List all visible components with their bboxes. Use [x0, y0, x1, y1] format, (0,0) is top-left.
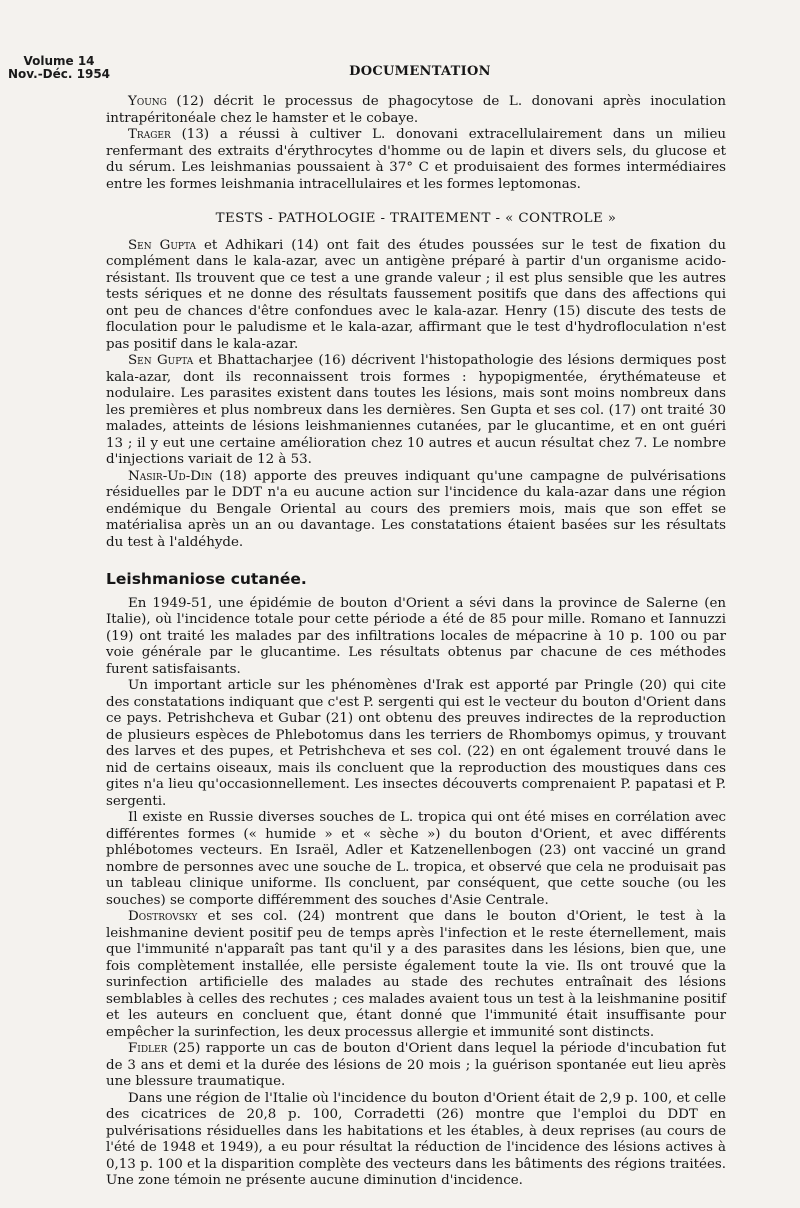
paragraph: Dostrovsky et ses col. (24) montrent que dans le bouton d'Orient, le test à la leishmanine devient positif peu de temps après l'infection et le reste éternellement, mais que l'immunité n'apparaît pas tant qu'il y a des parasites dans les lésions, bien que, une fois complètement installée, elle persiste également toute la vie. Ils ont trouvé que la surinfection artificielle des malades au stade des rechutes entraînait des lésions semblables à celles des rechutes ; ces malades avaient tous un test à la leishmanine positif et les auteurs en concluent que, étant donné que l'immunité était insuffisante pour empêcher la surinfection, les deux processus allergie et immunité sont distincts. [106, 909, 726, 1040]
author-name: Young [128, 94, 167, 109]
paragraph: En 1949-51, une épidémie de bouton d'Orient a sévi dans la province de Salerne (en Italie), où l'incidence totale pour cette période a été de 85 pour mille. Romano et Iannuzzi (19) ont traité les malades par des infiltrations locales de mépacrine à 10 p. 100 ou par voie générale par le glucantime. Les résultats obtenus par chacune de ces méthodes furent satisfaisants. [106, 595, 726, 677]
paragraph: Nasir-Ud-Din (18) apporte des preuves indiquant qu'une campagne de pulvérisations résiduelles par le DDT n'a eu aucune action sur l'incidence du kala-azar dans une région endémique du Bengale Oriental au cours des premiers mois, mais que son effet se matérialisa après un an ou davantage. Les constatations étaient basées sur les résultats du test à l'aldéhyde. [106, 468, 726, 550]
author-name: Fidler [128, 1041, 168, 1056]
author-name: Dostrovsky [128, 909, 198, 924]
volume-number: Volume 14 [23, 54, 95, 68]
author-name: Sen Gupta [128, 237, 196, 253]
paragraph: Sen Gupta et Adhikari (14) ont fait des études poussées sur le test de fixation du complément dans le kala-azar, avec un antigène préparé à partir d'un organisme acido-résistant. Ils trouvent que ce test a une grande valeur ; il est plus sensible que les autres tests sériques et ne donne des résultats faussement positifs que dans des affections qui ont peu de chances d'être confondues avec le kala-azar. Henry (15) discute des tests de floculation pour le paludisme et le kala-azar, affirmant que le test d'hydrofloculation n'est pas positif dans le kala-azar. [106, 237, 727, 352]
paragraph: Sen Gupta et Bhattacharjee (16) décrivent l'histopathologie des lésions dermiques post kala-azar, dont ils reconnaissent trois formes : hypopigmentée, érythémateuse et nodulaire. Les parasites existent dans toutes les lésions, mais sont moins nombreux dans les premières et plus nombreux dans les dernières. Sen Gupta et ses col. (17) ont traité 30 malades, atteints de lésions leishmaniennes cutanées, par le glucantime, et en ont guéri 13 ; il y eut une certaine amélioration chez 10 autres et aucun résultat chez 7. Le nombre d'injections variait de 12 à 53. [106, 353, 726, 467]
section-heading: TESTS - PATHOLOGIE - TRAITEMENT - « CONTROLE » [215, 211, 617, 226]
paragraph: Trager (13) a réussi à cultiver L. donovani extracellulairement dans un milieu renfermant des extraits d'érythrocytes d'homme ou de lapin et divers sels, du glucose et du sérum. Les leishmanias poussaient à 37° C et produisaient des formes intermédiaires entre les formes leishmania intracellulaires et les formes leptomonas. [106, 127, 726, 192]
paragraph: Dans une région de l'Italie où l'incidence du bouton d'Orient était de 2,9 p. 100, et celle des cicatrices de 20,8 p. 100, Corradetti (26) montre que l'emploi du DDT en pulvérisations résiduelles dans les habitations et les étables, à deux reprises (au cours de l'été de 1948 et 1949), a eu pour résultat la réduction de l'incidence des lésions actives à 0,13 p. 100 et la disparition complète des vecteurs dans les bâtiments des régions traitées. Une zone témoin ne présente aucune diminution d'incidence. [106, 1090, 726, 1188]
paragraph: Un important article sur les phénomènes d'Irak est apporté par Pringle (20) qui cite des constatations indiquant que c'est P. sergenti qui est le vecteur du bouton d'Orient dans ce pays. Petrishcheva et Gubar (21) ont obtenu des preuves indirectes de la reproduction de plusieurs espèces de Phlebotomus dans les terriers de Rhombomys opimus, y trouvant des larves et des pupes, et Petrishcheva et ses col. (22) en ont également trouvé dans le nid de certains oiseaux, mais ils concluent que la reproduction des moustiques dans ces gites n'a lieu qu'occasionnellement. Les insectes découverts comprenaient P. papatasi et P. sergenti. [106, 678, 726, 809]
paragraph: Young (12) décrit le processus de phagocytose de L. donovani après inoculation intrapéritonéale chez le hamster et le cobaye. [106, 94, 726, 126]
body-text [106, 94, 726, 1190]
subsection-heading: Leishmaniose cutanée. [106, 570, 307, 588]
issue-date: Nov.-Déc. 1954 [8, 67, 111, 81]
paragraph: Fidler (25) rapporte un cas de bouton d'Orient dans lequel la période d'incubation fut de 3 ans et demi et la durée des lésions de 20 mois ; la guérison spontanée eut lieu après une blessure traumatique. [106, 1041, 726, 1089]
author-name: Sen Gupta [128, 353, 194, 368]
paragraph: Il existe en Russie diverses souches de L. tropica qui ont été mises en corrélation avec différentes formes (« humide » et « sèche ») du bouton d'Orient, et avec différents phlébotomes vecteurs. En Israël, Adler et Katzenellenbogen (23) ont vacciné un grand nombre de personnes avec une souche de L. tropica, et observé que cela ne produisait pas un tableau clinique uniforme. Ils concluent, par conséquent, que cette souche (ou les souches) se comporte différemment des souches d'Asie Centrale. [106, 810, 726, 908]
author-name: Nasir-Ud-Din [128, 468, 213, 484]
running-title: DOCUMENTATION [349, 64, 491, 79]
author-name: Trager [128, 127, 171, 142]
